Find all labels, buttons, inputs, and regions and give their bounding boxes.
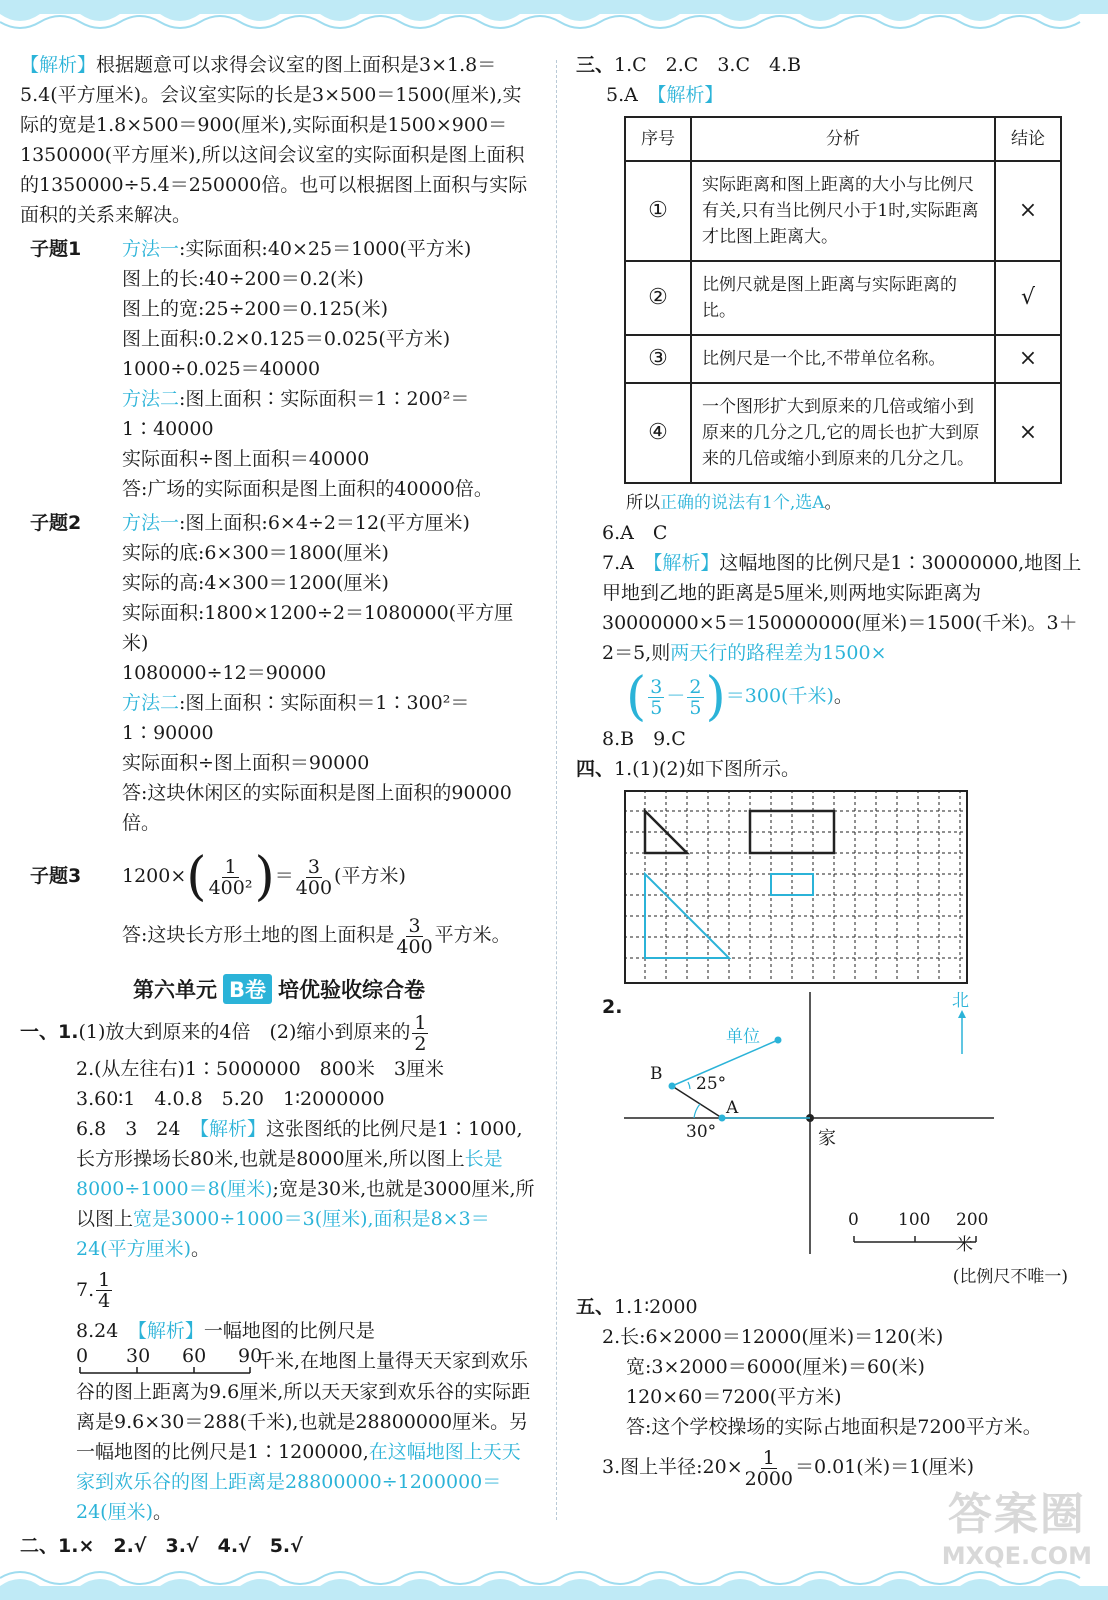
- intro-analysis: 【解析】根据题意可以求得会议室的图上面积是3×1.8＝5.4(平方厘米)。会议室实际的长是3×500＝1500(厘米),实际的宽是1.8×500＝900(厘米),实际面积是1500×900＝1350000(平方厘米),所以这间会议室的实际面积是图上面积的1350000÷5.4＝250000倍。也可以根据图上面积与实际面积的关系来解决。: [20, 54, 528, 226]
- right-column: 三、 1.C 2.C 3.C 4.B 5.A 【解析】 序号 分析 结论 ① 实际距离和图上距离的大小与比例尺有关,只有当比例尺小于1时,实际距离才比图上距离大。 × ② 比例尺就是图上距离与实际距离的比。 √ ③ 比例尺是一个比,不带单位名称。 × ④ 一个图形扩大到原来的几倍或缩小到原来的几分之几,它的周长也扩大到原来的几倍或缩小到原来的几分之几。 × 所以正确的说法有1个,选A。 6.A C 7.A 【解析】这幅地图的比例尺是1∶30000000,地图上甲地到乙地的距离是5厘米,则两地实际距离为30000000×5＝150000000(厘米)＝1500(千米)。3＋2＝5,则两天行的路程差为1500× ( $\frac{3}{5}$ － $\frac{2}{5}$ )＝300(千米)。 8.B 9.C 四、 1.(1)(2)如下图所示。 2. 北 单位 B A 25° 30° 家 0 100 200米 (比例尺不唯一) 五、 1.1∶2000 2.长:6×2000＝12000(厘米)＝120(米) 宽:3×2000＝6000(厘米)＝60(米) 120×60＝7200(平方米) 答:这个学校操场的实际占地面积是7200平方米。 3.图上半径:20× $\frac{1}{2000}$ ＝0.01(米)＝1(厘米): [576, 50, 1088, 1492]
- watermark-logo: 答案圈 MXQE.COM: [941, 1489, 1092, 1570]
- section-2: 二、 1.× 2.√ 3.√ 4.√ 5.√: [20, 1534, 303, 1557]
- analysis-table: 序号 分析 结论 ① 实际距离和图上距离的大小与比例尺有关,只有当比例尺小于1时,实际距离才比图上距离大。 × ② 比例尺就是图上距离与实际距离的比。 √ ③ 比例尺是一个比,不带单位名称。 × ④ 一个图形扩大到原来的几倍或缩小到原来的几分之几,它的周长也扩大到原来的几倍或缩小到原来的几分之几。 ×: [624, 116, 1062, 484]
- fraction: $\frac{1}{4}$: [98, 1269, 111, 1312]
- left-column: [20, 50, 538, 1561]
- fraction: $\frac{3}{5}$: [650, 675, 663, 719]
- table-row: ④ 一个图形扩大到原来的几倍或缩小到原来的几分之几,它的周长也扩大到原来的几倍或缩小到原来的几分之几。 ×: [625, 383, 1061, 483]
- angle-25-label: 25°: [696, 1074, 727, 1094]
- table-row: ③ 比例尺是一个比,不带单位名称。 ×: [625, 335, 1061, 383]
- home-label: 家: [818, 1128, 836, 1149]
- section-1: 一、 1. (1)放大到原来的4倍 (2)缩小到原来的 $\frac{1}{2}$ 2.(从左往右)1∶5000000 800米 3厘米 3.60∶1 4.0.8 5.20 1∶2000000 6.8 3 24 【解析】这张图纸的比例尺是1∶1000,长方形操场长80米,也就是8000厘米,所以图上长是8000÷1000＝8(厘米);宽是30米,也就是3000厘米,所以图上宽是3000÷1000＝3(厘米),面积是8×3＝24(平方厘米)。 7. $\frac{1}{4}$ 8.24 【解析】一幅地图的比例尺是 0 30 60 90 千米,在地图上量得天天家到欢乐谷的图上距离为9.6厘米,所以天天家到欢乐谷的实际距离是9.6×30＝288(千米),也就是28800000厘米。另一幅地图的比例尺是1∶1200000,在这幅地图上天天家到欢乐谷的图上距离是28800000÷1200000＝24(厘米)。: [20, 1012, 538, 1527]
- fraction: $\frac{1}{2}$: [414, 1011, 427, 1055]
- fraction: $\frac{3}{400}$: [396, 914, 433, 958]
- top-wave-border: [0, 0, 1108, 40]
- subquestion-3: 子题3 1200×( $\frac{1}{\text{400²}}$ )＝ $\frac{3}{400}$ (平方米) 答:这块长方形土地的图上面积是 $\frac{3}{400}$ 平方米。: [30, 847, 511, 958]
- angle-30-label: 30°: [686, 1122, 717, 1142]
- scale-note: (比例尺不唯一): [952, 1267, 1068, 1287]
- question-7: 7.A 【解析】这幅地图的比例尺是1∶30000000,地图上甲地到乙地的距离是5厘米,则两地实际距离为30000000×5＝150000000(厘米)＝1500(千米)。3＋2＝5,则两天行的路程差为1500×: [602, 552, 1082, 664]
- table-row: ① 实际距离和图上距离的大小与比例尺有关,只有当比例尺小于1时,实际距离才比图上距离大。 ×: [625, 161, 1061, 261]
- line-scale: 0 30 60 90: [76, 1344, 263, 1367]
- point-a-label: A: [726, 1098, 739, 1118]
- question-8: 8.24 【解析】一幅地图的比例尺是: [76, 1319, 375, 1342]
- fraction: $\frac{2}{5}$: [689, 675, 702, 719]
- table-row: ② 比例尺就是图上距离与实际距离的比。 √: [625, 261, 1061, 335]
- direction-diagram: 北 单位 B A 25° 30° 家 0 100 200米: [576, 992, 996, 1262]
- column-divider: [556, 60, 557, 1520]
- paper-badge: B卷: [223, 974, 272, 1004]
- unit-label: 单位: [726, 1027, 760, 1047]
- north-label: 北: [952, 991, 969, 1011]
- question-6: 6.8 3 24 【解析】这张图纸的比例尺是1∶1000,长方形操场长80米,也就是8000厘米,所以图上长是8000÷1000＝8(厘米);宽是30米,也就是3000厘米,所以图上宽是3000÷1000＝3(厘米),面积是8×3＝24(平方厘米)。: [76, 1117, 535, 1260]
- fraction: $\frac{3}{400}$: [295, 855, 333, 899]
- grid-drawing: [624, 790, 968, 984]
- subquestion-1: 子题1 方法一:实际面积:40×25＝1000(平方米) 图上的长:40÷200＝0.2(米) 图上的宽:25÷200＝0.125(米) 图上面积:0.2×0.125＝0.025(平方米) 1000÷0.025＝40000 方法二:图上面积∶实际面积＝1∶200²＝1∶40000 实际面积÷图上面积＝40000 答:广场的实际面积是图上面积的40000倍。: [30, 238, 493, 500]
- fraction: $\frac{1}{\text{400²}}$: [208, 855, 253, 899]
- unit-heading: 第六单元 B卷 培优验收综合卷: [20, 974, 538, 1004]
- point-b-label: B: [650, 1064, 663, 1084]
- subquestion-2: 子题2 方法一:图上面积:6×4÷2＝12(平方厘米) 实际的底:6×300＝1800(厘米) 实际的高:4×300＝1200(厘米) 实际面积:1800×1200÷2＝1080000(平方厘米) 1080000÷12＝90000 方法二:图上面积∶实际面积＝1∶300²＝1∶90000 实际面积÷图上面积＝90000 答:这块休闲区的实际面积是图上面积的90000倍。: [30, 512, 514, 834]
- section-5: 五、 1.1∶2000 2.长:6×2000＝12000(厘米)＝120(米) 宽:3×2000＝6000(厘米)＝60(米) 120×60＝7200(平方米) 答:这个学校操场的实际占地面积是7200平方米。 3.图上半径:20× $\frac{1}{2000}$ ＝0.01(米)＝1(厘米): [576, 1296, 1042, 1490]
- small-rectangle: [771, 874, 813, 895]
- fraction: $\frac{1}{2000}$: [744, 1446, 793, 1490]
